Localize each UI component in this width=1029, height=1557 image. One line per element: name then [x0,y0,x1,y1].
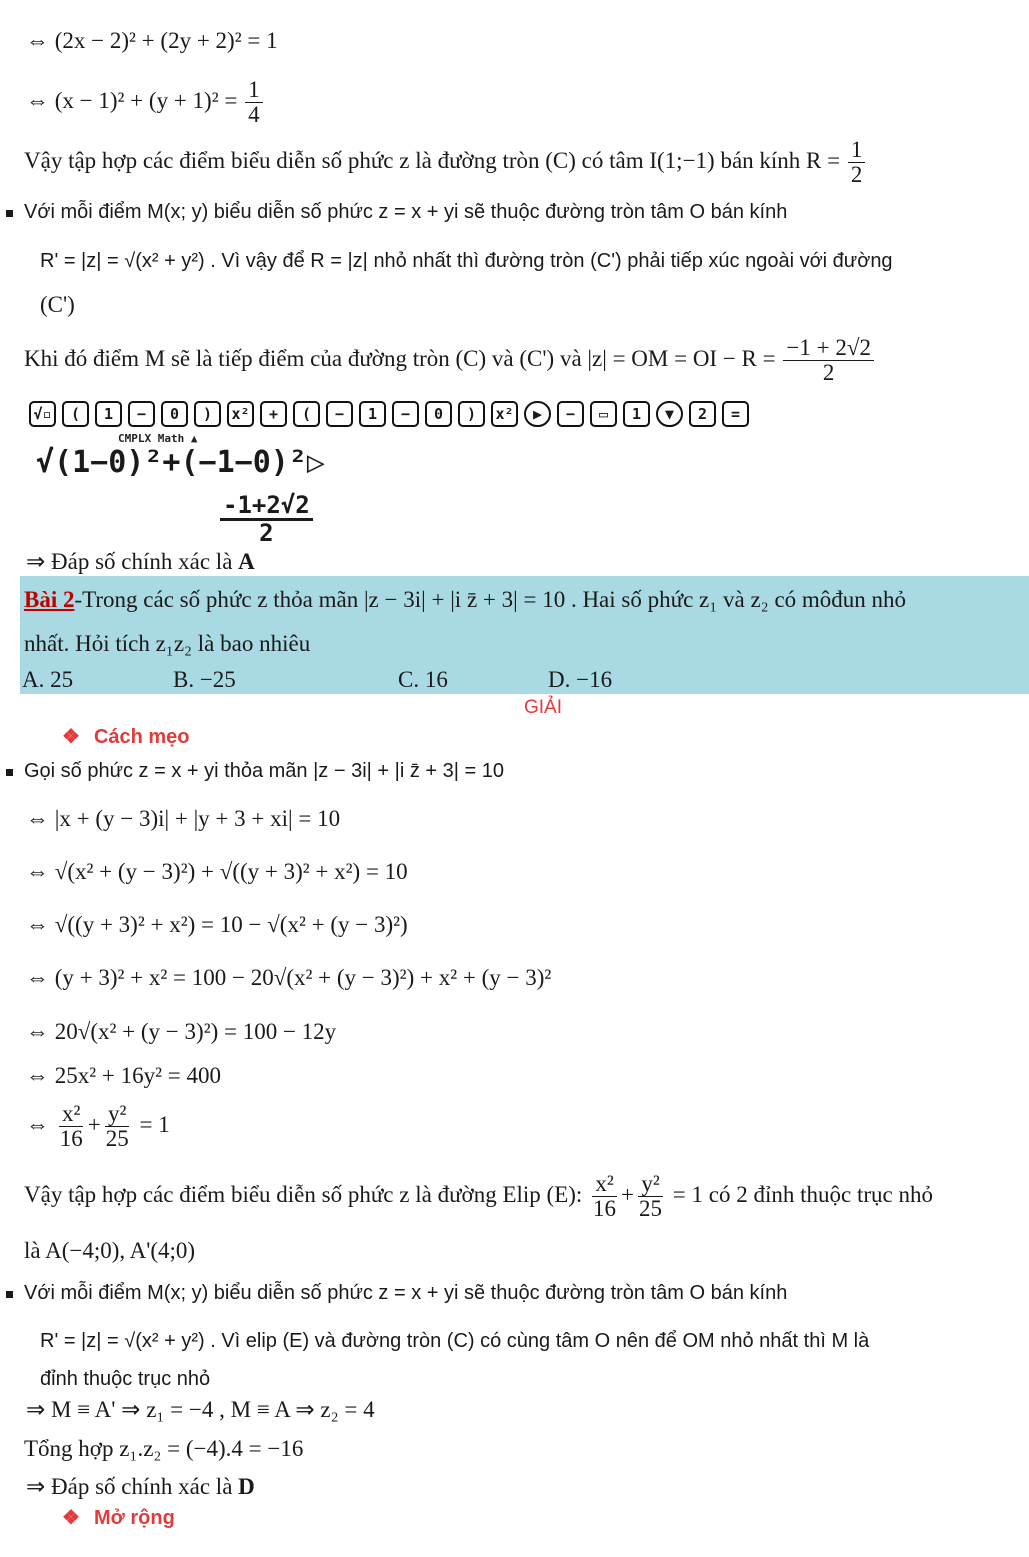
solution-step-10: Tổng hợp z₁.z₂ = (−4).4 = −16 [24,1436,304,1461]
answer-letter: D [238,1474,255,1499]
ellipse-conclusion: Vậy tập hợp các điểm biểu diễn số phức z là đường Elip (E): $\frac{\text{x²}}{16}$ + $\frac{\text{y²}}{25}$ = 1 có 2 đỉnh thuộc trục nhỏ [24,1171,933,1222]
answer-2 [26,1474,255,1500]
answer-text: ⇒ Đáp số chính xác là [26,549,239,574]
problem-statement-line-1 [24,587,906,613]
calculator-result [218,493,315,546]
calculator-key: − [326,401,353,427]
calculator-key: − [128,401,155,427]
extension-label: Mở rộng [93,1507,175,1529]
calculator-key: ▼ [656,401,683,427]
problem-statement-line-2: nhất. Hỏi tích z₁z₂ là bao nhiêu [24,631,311,656]
tip-label: Cách mẹo [93,726,190,748]
calculator-key: ) [194,401,221,427]
fraction: $\frac{\text{y²}}{25}$ [105,1101,129,1152]
calculator-key-sequence [29,401,749,427]
equation-text: ⇔ (x − 1)² + (y + 1)² = [26,87,238,113]
tip-heading [62,724,190,749]
equation-line-2 [26,78,265,127]
answer-text: ⇒ Đáp số chính xác là [26,1474,239,1499]
calculator-key: 2 [689,401,716,427]
calculator-key: ) [458,401,485,427]
bullet-marker [6,1291,13,1298]
bullet-1-line-a: Với mỗi điểm M(x; y) biểu diễn số phức z = x + yi sẽ thuộc đường tròn tâm O bán kính [24,201,788,223]
calculator-key: 1 [359,401,386,427]
calculator-status-flags: CMPLX Math ▲ [118,432,198,445]
calculator-key: = [722,401,749,427]
fraction: $\frac{-1+2√2}{2}$ [220,493,313,546]
calculator-screen-expression: √(1−0)²+(−1−0)²▷ [36,445,325,480]
tangent-text: Khi đó điểm M sẽ là tiếp điểm của đường tròn (C) và (C') và |z| = OM = OI − R = [24,345,776,371]
tangent-point-line [24,336,876,385]
ellipse-text: Vậy tập hợp các điểm biểu diễn số phức z là đường Elip (E): [24,1181,583,1207]
calculator-key: ( [293,401,320,427]
fraction: $\frac{-1 + 2√2}{2}$ [783,336,874,385]
calculator-key: ( [62,401,89,427]
calculator-key: √▫ [29,401,56,427]
calculator-key: ▭ [590,401,617,427]
solution-step-1: Gọi số phức z = x + yi thỏa mãn |z − 3i| + |i z̄ + 3| = 10 [24,760,504,782]
bullet-2-line-a: Với mỗi điểm M(x; y) biểu diễn số phức z = x + yi sẽ thuộc đường tròn tâm O bán kính [24,1282,788,1304]
calculator-key: 0 [425,401,452,427]
option-a: A. 25 [22,667,74,692]
extension-heading [62,1505,175,1530]
answer-1 [26,549,255,575]
solution-step-4: ⇔ √((y + 3)² + x²) = 10 − √(x² + (y − 3)²) [26,912,408,937]
equiv-sign: ⇔ [26,1111,49,1137]
fraction: $\frac{\text{x²}}{16}$ [593,1171,617,1222]
equation-rhs: = 1 [139,1111,170,1137]
bullet-marker [6,210,13,217]
bullet-2-line-b: R' = |z| = √(x² + y²) . Vì elip (E) và đường tròn (C) có cùng tâm O nên để OM nhỏ nhất thì M là [40,1330,870,1352]
calculator-key: + [260,401,287,427]
answer-letter: A [238,549,255,574]
bullet-1-line-b: R' = |z| = √(x² + y²) . Vì vậy để R = |z| nhỏ nhất thì đường tròn (C') phải tiếp xúc ngoài với đường [40,250,893,272]
fraction: $\frac{1}{2}$ [848,138,866,187]
solution-step-2: ⇔ |x + (y − 3)i| + |y + 3 + xi| = 10 [26,806,341,831]
calculator-key: x² [491,401,518,427]
solution-step-7: ⇔ 25x² + 16y² = 400 [26,1063,221,1088]
option-c: C. 16 [398,667,448,692]
ellipse-vertices: là A(−4;0), A'(4;0) [24,1238,196,1263]
calculator-key: 0 [161,401,188,427]
bullet-marker [6,769,13,776]
diamond-bullet-icon: ❖ [62,1507,80,1529]
solution-step-9: ⇒ M ≡ A' ⇒ z₁ = −4 , M ≡ A ⇒ z₂ = 4 [26,1397,375,1422]
equation-line-1: ⇔ (2x − 2)² + (2y + 2)² = 1 [26,28,278,53]
calculator-key: − [557,401,584,427]
solution-heading: GIẢI [524,697,563,718]
solution-step-6: ⇔ 20√(x² + (y − 3)²) = 100 − 12y [26,1019,337,1044]
problem-label: Bài 2 [24,587,75,612]
calculator-key: x² [227,401,254,427]
ellipse-text-end: = 1 có 2 đỉnh thuộc trục nhỏ [672,1181,933,1207]
conclusion-text: Vậy tập hợp các điểm biểu diễn số phức z là đường tròn (C) có tâm I(1;−1) bán kính R = [24,147,841,173]
conclusion-circle-c [24,138,867,187]
bullet-2-line-c: đỉnh thuộc trục nhỏ [40,1368,211,1390]
solution-step-5: ⇔ (y + 3)² + x² = 100 − 20√(x² + (y − 3)²) + x² + (y − 3)² [26,965,552,990]
option-d: D. −16 [548,667,613,692]
fraction: $\frac{\text{y²}}{25}$ [639,1171,663,1222]
fraction: $\frac{1}{4}$ [245,78,263,127]
solution-step-3: ⇔ √(x² + (y − 3)²) + √((y + 3)² + x²) = 10 [26,859,408,884]
option-b: B. −25 [173,667,236,692]
calculator-key: 1 [95,401,122,427]
problem-text: -Trong các số phức z thỏa mãn |z − 3i| + |i z̄ + 3| = 10 . Hai số phức z₁ và z₂ có môđun nhỏ [74,587,907,612]
calculator-key: − [392,401,419,427]
bullet-1-line-c: (C') [40,292,75,317]
solution-step-8: ⇔ $\frac{\text{x²}}{16}$ + $\frac{\text{y²}}{25}$ = 1 [26,1101,170,1152]
fraction: $\frac{\text{x²}}{16}$ [59,1101,83,1152]
calculator-key: 1 [623,401,650,427]
calculator-key: ▶ [524,401,551,427]
diamond-bullet-icon: ❖ [62,726,80,748]
